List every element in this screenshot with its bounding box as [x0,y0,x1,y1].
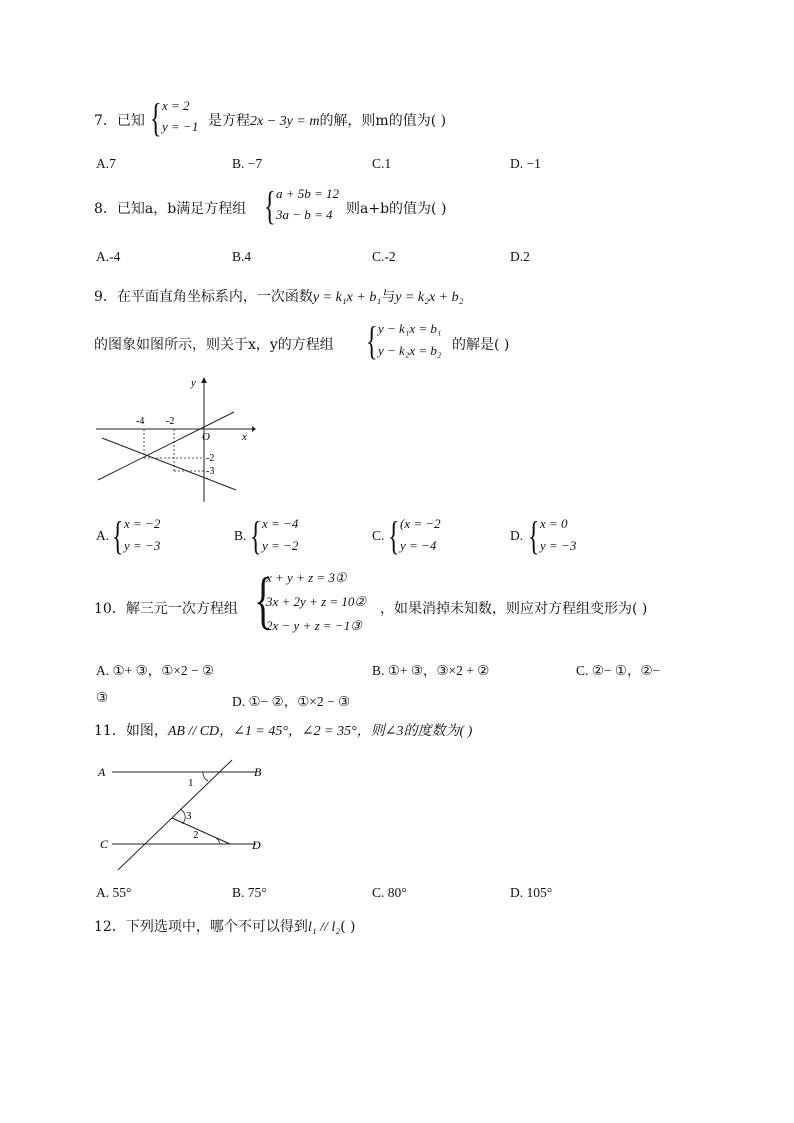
q9-function2: y = k₂x + b₂ [395,290,464,305]
y-axis-arrow-icon [201,377,207,383]
q9-line2-text: 的图象如图所示，则关于x，y的方程组 [94,337,334,353]
brace-icon: { [112,513,124,558]
y-axis-label: y [191,377,196,389]
point-c-label: C [100,837,109,851]
q8-stem: 8．已知a，b满足方程组 [94,201,247,217]
q9-system [366,318,454,365]
q9-function1: y = k₁x + b₁ [312,290,382,305]
q9-option-b [250,513,320,558]
angle-2-label: 2 [193,829,199,841]
q7-option-d: D. −1 [510,156,541,171]
q11-option-b: B. 75° [232,885,267,900]
q9-line1 [94,286,463,306]
brace-icon: { [528,513,540,558]
y-tick-neg2: -2 [206,453,215,464]
q7-system [150,95,210,140]
brace-icon: { [264,183,276,228]
q7-equation: 2x − 3y = m [250,114,320,129]
q7-option-a: A.7 [96,156,116,171]
q8-sys-eq1: a + 5b = 12 [276,186,340,201]
q11-option-a: A. 55° [96,885,132,900]
q9-option-d-eq2: y = −3 [540,538,577,553]
q7-sys-eq2: y = −1 [162,119,199,134]
brace-icon: { [366,318,378,363]
q10-stem: 10．解三元一次方程组 [94,601,238,617]
segment-to-d [172,818,230,844]
q7-stem [94,110,145,130]
brace-icon: { [254,564,273,635]
x-tick-neg2: -2 [166,416,175,427]
q10-system [254,564,380,638]
q12-tail: ( ) [340,919,356,935]
q10-option-b: B. ①+ ③，③×2 + ② [372,663,490,678]
q7-number: 7．已知 [94,113,145,129]
q10-sys-eq2: 3x + 2y + z = 10② [266,594,367,609]
q9-sys-eq2: y − k₂x = b₂ [378,343,442,358]
angle-3-label: 3 [186,810,192,822]
q9-option-b-eq2: y = −2 [262,538,299,553]
q9-option-d [528,513,598,558]
q9-option-d-eq1: x = 0 [540,516,568,531]
point-a-label: A [98,765,106,779]
x-axis-label: x [242,431,247,443]
q7-option-b: B. −7 [232,156,263,171]
q9-sys-eq1: y − k₁x = b₁ [378,321,442,336]
q11-figure [96,758,276,872]
q9-graph [94,372,256,506]
q7-option-c: C.1 [372,156,392,171]
q11-stem [94,720,472,740]
point-d-label: D [252,838,261,852]
x-axis-arrow-icon [252,426,256,432]
q9-option-c-letter: C. [372,528,385,543]
q9-option-c [388,513,458,558]
q8-option-c: C.-2 [372,249,396,264]
q10-sys-eq1: x + y + z = 3① [266,570,347,585]
q9-line1-text: 9．在平面直角坐标系内，一次函数 [94,289,313,305]
brace-icon: { [388,513,400,558]
q9-option-a [112,513,182,558]
q10-sys-eq3: 2x − y + z = −1③ [266,618,362,633]
q11-option-d: D. 105° [510,885,553,900]
q11-condition: AB // CD，∠1 = 45°，∠2 = 35°，则∠3的度数为( ) [167,724,473,739]
q8-option-d: D.2 [510,249,530,264]
q9-option-c-eq2: y = −4 [400,538,437,553]
q9-with-text: 与 [381,289,396,305]
q9-option-a-letter: A. [96,528,110,543]
q11-option-c: C. 80° [372,885,407,900]
origin-label: O [202,431,210,443]
x-tick-neg4: -4 [136,416,145,427]
brace-icon: { [250,513,262,558]
q11-number: 11．如图， [94,723,168,739]
q10-option-d: D. ①− ②，①×2 − ③ [232,694,351,709]
q10-option-c: C. ②− ①，②− [576,663,661,678]
q9-option-a-eq1: x = −2 [124,516,161,531]
q9-option-b-letter: B. [234,528,247,543]
angle-1-arc [203,772,208,781]
q12-stem [94,916,356,936]
q12-text: 12．下列选项中，哪个不可以得到 [94,919,308,935]
q8-tail-text: 则a+b的值为( ) [346,201,447,217]
q8-option-b: B.4 [232,249,252,264]
q7-sys-eq1: x = 2 [162,98,190,113]
q9-option-b-eq1: x = −4 [262,516,299,531]
q12-relation: l₁ // l₂ [307,920,341,935]
q7-tail-text: 的解，则m的值为( ) [319,113,447,129]
q9-option-d-letter: D. [510,528,524,543]
q7-stem-tail [208,110,446,130]
q8-sys-eq2: 3a − b = 4 [276,207,333,222]
line-2 [102,438,236,490]
angle-1-label: 1 [188,777,194,789]
q7-mid-text: 是方程 [208,113,250,129]
q10-option-a: A. ①+ ③，①×2 − ② [96,663,215,678]
transversal [118,760,232,870]
point-b-label: B [254,765,262,779]
q10-tail-text: ，如果消掉未知数，则应对方程组变形为( ) [380,601,648,617]
brace-icon: { [150,95,162,140]
q9-option-c-eq1: (x = −2 [400,516,441,531]
q9-line2-tail: 的解是( ) [452,337,510,353]
q8-system [264,183,346,228]
y-tick-neg3: -3 [206,466,215,477]
q8-option-a: A.-4 [96,249,121,264]
q9-option-a-eq2: y = −3 [124,538,161,553]
q10-option-c-cont: ③ [96,690,109,705]
